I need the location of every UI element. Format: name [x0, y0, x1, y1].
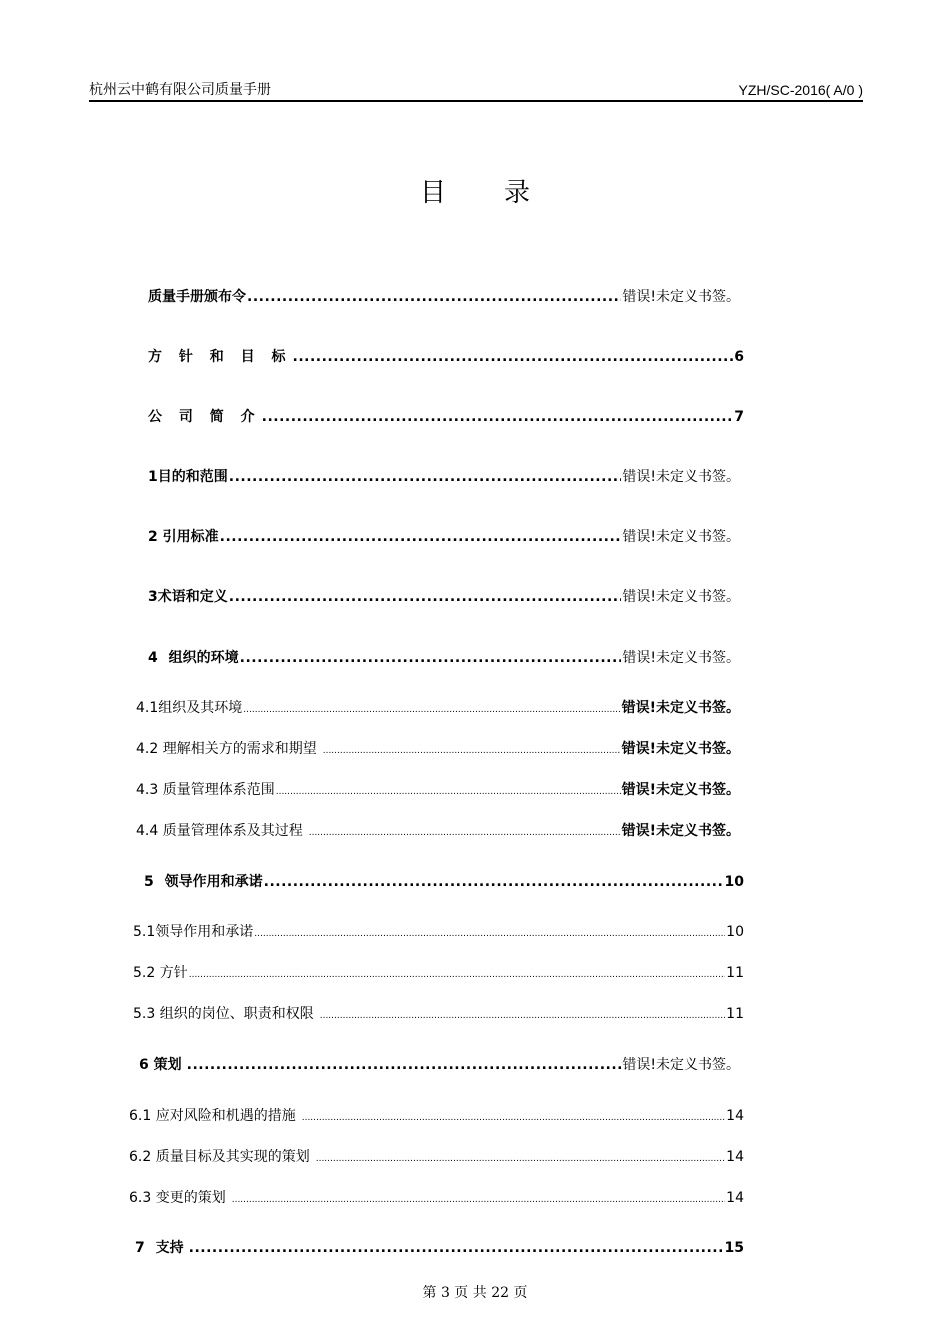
toc-leader: [293, 346, 734, 368]
toc-entry[interactable]: [136, 820, 740, 842]
toc-entry-page: 错误!未定义书签。: [621, 700, 740, 716]
toc-entry-page: 错误!未定义书签。: [622, 1057, 740, 1073]
toc-leader: [254, 923, 725, 945]
toc-entry[interactable]: [144, 871, 744, 893]
toc-entry-text: 4.4 质量管理体系及其过程: [136, 823, 303, 839]
toc-entry[interactable]: [148, 406, 744, 428]
toc-entry-page: 错误!未定义书签。: [622, 469, 740, 485]
toc-entry-page: 7: [734, 409, 744, 425]
toc-entry-page: 14: [726, 1149, 744, 1165]
toc-entry-text: 6.1 应对风险和机遇的措施: [129, 1108, 296, 1124]
toc-entry-text: 4.3 质量管理体系范围: [136, 782, 275, 798]
page-footer: 第 3 页 共 22 页: [422, 1285, 528, 1301]
toc-entry[interactable]: [148, 286, 740, 308]
toc-entry-text: 1目的和范围: [148, 469, 228, 485]
toc-entry-page: 错误!未定义书签。: [621, 823, 740, 839]
toc-entry-text: 4 组织的环境: [148, 650, 239, 666]
toc-entry-page: 10: [724, 874, 744, 890]
toc-entry[interactable]: [133, 921, 744, 943]
toc-entry[interactable]: [136, 738, 740, 760]
toc-entry[interactable]: [129, 1187, 744, 1209]
toc-entry-page: 11: [726, 1006, 744, 1022]
toc-entry-page: 14: [726, 1108, 744, 1124]
toc-entry-text: 5.2 方针: [133, 965, 188, 981]
toc-entry-page: 错误!未定义书签。: [622, 289, 740, 305]
toc-entry-text: 质量手册颁布令: [148, 289, 246, 305]
toc-entry-text: 7 支持: [135, 1240, 184, 1256]
toc-entry[interactable]: [148, 346, 744, 368]
toc-entry[interactable]: [148, 466, 740, 488]
toc-entry[interactable]: [136, 779, 740, 801]
toc-entry-page: 错误!未定义书签。: [621, 782, 740, 798]
toc-entry-page: 错误!未定义书签。: [622, 650, 740, 666]
toc-leader: [323, 740, 621, 762]
toc-entry[interactable]: [133, 962, 744, 984]
toc-leader: [247, 286, 621, 308]
toc-entry-page: 错误!未定义书签。: [622, 529, 740, 545]
toc-leader: [243, 699, 620, 721]
toc-entry-text: 5.3 组织的岗位、职责和权限: [133, 1006, 314, 1022]
toc-entry[interactable]: [148, 647, 740, 669]
toc-leader: [189, 1237, 724, 1259]
toc-leader: [229, 466, 622, 488]
toc-entry-text: 5 领导作用和承诺: [144, 874, 263, 890]
toc-entry[interactable]: [129, 1146, 744, 1168]
toc-entry-page: 15: [724, 1240, 744, 1256]
toc-entry[interactable]: [133, 1003, 744, 1025]
toc-entry[interactable]: [135, 1237, 744, 1259]
toc-leader: [264, 871, 724, 893]
toc-entry-text: 5.1领导作用和承诺: [133, 924, 254, 940]
toc-entry-text: 3术语和定义: [148, 589, 228, 605]
toc-entry-page: 错误!未定义书签。: [621, 741, 740, 757]
toc-leader: [229, 586, 622, 608]
toc-leader: [220, 526, 622, 548]
toc-entry-page: 11: [726, 965, 744, 981]
toc-leader: [189, 964, 725, 986]
toc-leader: [187, 1054, 622, 1076]
toc-entry-text: 6.3 变更的策划: [129, 1190, 226, 1206]
toc-leader: [316, 1148, 725, 1170]
toc-entry[interactable]: [129, 1105, 744, 1127]
toc-entry-page: 6: [734, 349, 744, 365]
toc-leader: [302, 1107, 725, 1129]
toc-leader: [232, 1189, 725, 1211]
toc-entry[interactable]: [148, 526, 740, 548]
toc-leader: [276, 781, 621, 803]
toc-entry-page: 10: [726, 924, 744, 940]
toc-entry[interactable]: [139, 1054, 740, 1076]
toc-leader: [240, 647, 622, 669]
toc-entry-text: 6.2 质量目标及其实现的策划: [129, 1149, 310, 1165]
toc-entry-text: 6 策划: [139, 1057, 182, 1073]
toc-leader: [309, 822, 621, 844]
toc-title-char-2: 录: [504, 178, 531, 208]
toc-entry[interactable]: [148, 586, 740, 608]
toc-entry-page: 14: [726, 1190, 744, 1206]
toc-entry-text: 4.2 理解相关方的需求和期望: [136, 741, 317, 757]
toc-entry-text: 4.1组织及其环境: [136, 700, 243, 716]
toc-entry-text: 公 司 简 介: [148, 409, 261, 425]
toc-title-char-1: 目: [419, 178, 446, 208]
toc-leader: [262, 406, 734, 428]
header-document-code: YZH/SC-2016( A/0 ): [738, 82, 863, 98]
toc-entry[interactable]: [136, 697, 740, 719]
toc-entry-text: 方 针 和 目 标: [148, 349, 292, 365]
toc-entry-page: 错误!未定义书签。: [622, 589, 740, 605]
header-company-title: 杭州云中鹤有限公司质量手册: [89, 82, 271, 98]
toc-leader: [320, 1005, 725, 1027]
toc-entry-text: 2 引用标准: [148, 529, 219, 545]
